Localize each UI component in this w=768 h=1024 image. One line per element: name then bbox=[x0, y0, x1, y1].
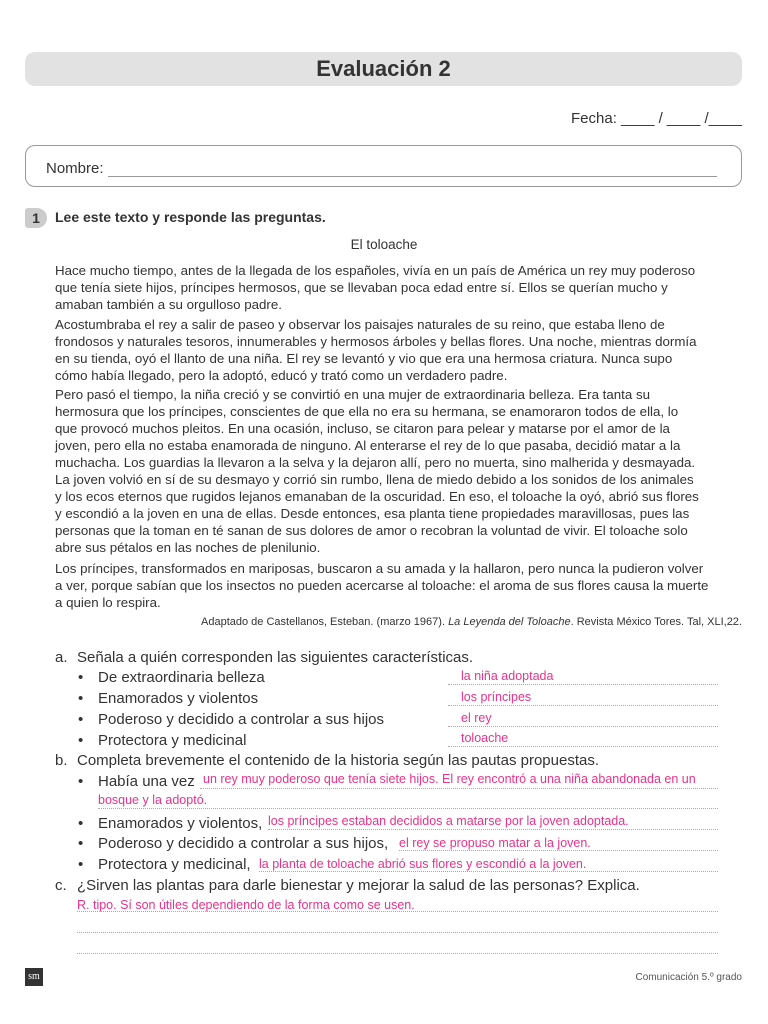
citation-text: . Revista México Tores. Tal, XLI,22. bbox=[570, 616, 742, 628]
name-label: Nombre: bbox=[46, 160, 104, 177]
text-line: que provocó muchos pleitos. En una ocasión, incluso, se citaron para pelear y matarse por el amor de la bbox=[55, 421, 670, 436]
text-line: abre sus pétalos en las noches de plenilunio. bbox=[55, 540, 321, 555]
answer-line[interactable] bbox=[77, 953, 718, 954]
text-line: que tenía siete hijos, príncipes hermosos, que se llevaban poca edad entre sí. Ellos se querían mucho y bbox=[55, 280, 668, 295]
text-line: Acostumbraba el rey a salir de paseo y observar los paisajes naturales de su reino, que estaba lleno de bbox=[55, 317, 665, 332]
answer-text: la planta de toloache abrió sus flores y escondió a la joven. bbox=[259, 857, 587, 871]
answer-line[interactable] bbox=[77, 932, 718, 933]
part-a-item: • Protectora y medicinal bbox=[98, 732, 246, 749]
citation-title: La Leyenda del Toloache bbox=[448, 616, 571, 628]
text-line: La joven volvió en sí de su desmayo y corrió sin rumbo, llena de miedo debido a los sonidos de los animales bbox=[55, 472, 694, 487]
text-line: hermosura que los príncipes, conscientes de que ella no era su hermana, se enamoraron todos de ella, lo bbox=[55, 404, 679, 419]
text-line: cómo había llegado, pero la adoptó, educó y trató como un verdadero padre. bbox=[55, 368, 508, 383]
answer-line[interactable] bbox=[448, 705, 718, 706]
text-line: Los príncipes, transformados en mariposas, buscaron a su amada y la hallaron, pero nunca la pudieron volver bbox=[55, 561, 704, 576]
part-b-item: • Enamorados y violentos, bbox=[98, 815, 262, 832]
answer-text: bosque y la adoptó. bbox=[98, 793, 208, 807]
text-line: personas que la toman en té sanan de sus dolores de amor o recobran la voluntad de vivir. El toloache solo bbox=[55, 523, 688, 538]
part-b-label: b. bbox=[55, 752, 68, 769]
page-title: Evaluación 2 bbox=[25, 52, 742, 86]
part-a-item: • Poderoso y decidido a controlar a sus hijos bbox=[98, 711, 384, 728]
question-number-badge: 1 bbox=[25, 208, 47, 228]
answer-line[interactable] bbox=[259, 871, 718, 872]
name-input-line[interactable] bbox=[108, 176, 717, 177]
answer-line[interactable] bbox=[448, 726, 718, 727]
text-line: Hace mucho tiempo, antes de la llegada de los españoles, vivía en un país de América un rey muy poderoso bbox=[55, 263, 696, 278]
citation bbox=[201, 616, 742, 628]
story-title: El toloache bbox=[350, 237, 418, 252]
story-paragraph bbox=[55, 316, 755, 384]
text-line: y escondió a la joven en una de ellas. Desde entonces, esa planta tiene propiedades maravillosas, pues las bbox=[55, 506, 690, 521]
text-line: a ver, porque sabían que los insectos no pueden acercarse al toloache: el aroma de sus flores causa la muerte bbox=[55, 578, 709, 593]
part-b-item: • Poderoso y decidido a controlar a sus hijos, bbox=[98, 835, 388, 852]
text-line: Pero pasó el tiempo, la niña creció y se convirtió en una mujer de extraordinaria belleza. Era tanta su bbox=[55, 387, 650, 402]
answer-line[interactable] bbox=[268, 829, 718, 830]
footer-text: Comunicación 5.º grado bbox=[635, 972, 742, 983]
answer-text: un rey muy poderoso que tenía siete hijos. El rey encontró a una niña abandonada en un bbox=[203, 772, 696, 786]
text-line: amaban también a su orgulloso padre. bbox=[55, 297, 282, 312]
answer-text: la niña adoptada bbox=[461, 669, 554, 683]
text-line: en su tienda, oyó el llanto de una niña. El rey se levantó y vio que era una hermosa criatura. Nunca supo bbox=[55, 351, 673, 366]
answer-text: el rey bbox=[461, 711, 492, 725]
answer-text: R. tipo. Sí son útiles dependiendo de la forma como se usen. bbox=[77, 898, 415, 912]
part-a-label: a. bbox=[55, 649, 68, 666]
story-paragraph bbox=[55, 560, 755, 611]
text-line: muchacha. Los guardias la llevaron a la selva y la dejaron allí, pero no muerta, sino malherida y desmayada. bbox=[55, 455, 696, 470]
part-a-item: • Enamorados y violentos bbox=[98, 690, 258, 707]
answer-line[interactable] bbox=[77, 911, 718, 912]
story-paragraph bbox=[55, 386, 755, 556]
answer-line[interactable] bbox=[399, 850, 718, 851]
part-a-item: • De extraordinaria belleza bbox=[98, 669, 265, 686]
answer-line[interactable] bbox=[448, 684, 718, 685]
part-c-prompt: ¿Sirven las plantas para darle bienestar y mejorar la salud de las personas? Explica. bbox=[77, 877, 640, 894]
part-c-label: c. bbox=[55, 877, 67, 894]
text-line: joven, pero ella no estaba enamorada de ninguno. Al enterarse el rey de lo que pasaba, decidió matar a la bbox=[55, 438, 681, 453]
answer-text: toloache bbox=[461, 731, 509, 745]
citation-text: Adaptado de Castellanos, Esteban. (marzo 1967). bbox=[201, 616, 449, 628]
part-b-prompt: Completa brevemente el contenido de la historia según las pautas propuestas. bbox=[77, 752, 599, 769]
logo-text: sm bbox=[28, 971, 40, 982]
part-b-item: • Había una vez bbox=[98, 773, 195, 790]
answer-text: los príncipes bbox=[461, 690, 532, 704]
date-field[interactable]: Fecha: ____ / ____ /____ bbox=[571, 110, 742, 127]
answer-text: los príncipes estaban decididos a matarse por la joven adoptada. bbox=[268, 814, 629, 828]
story-paragraph bbox=[55, 262, 755, 313]
question-instruction: Lee este texto y responde las preguntas. bbox=[55, 209, 326, 225]
text-line: y los ecos eternos que rugidos lejanos emanaban de la oscuridad. En eso, el toloache la oyó, abrió sus flores bbox=[55, 489, 699, 504]
part-b-item: • Protectora y medicinal, bbox=[98, 856, 251, 873]
name-box bbox=[25, 145, 742, 187]
answer-text: el rey se propuso matar a la joven. bbox=[399, 836, 591, 850]
answer-line[interactable] bbox=[98, 808, 718, 809]
answer-line[interactable] bbox=[200, 788, 718, 789]
part-a-prompt: Señala a quién corresponden las siguientes características. bbox=[77, 649, 474, 666]
answer-line[interactable] bbox=[448, 746, 718, 747]
text-line: frondosos y naturales tesoros, innumerables y hermosos árboles y bellas flores. Una noche, mientras dormía bbox=[55, 334, 697, 349]
publisher-logo bbox=[25, 968, 43, 986]
text-line: a quien lo respira. bbox=[55, 595, 161, 610]
